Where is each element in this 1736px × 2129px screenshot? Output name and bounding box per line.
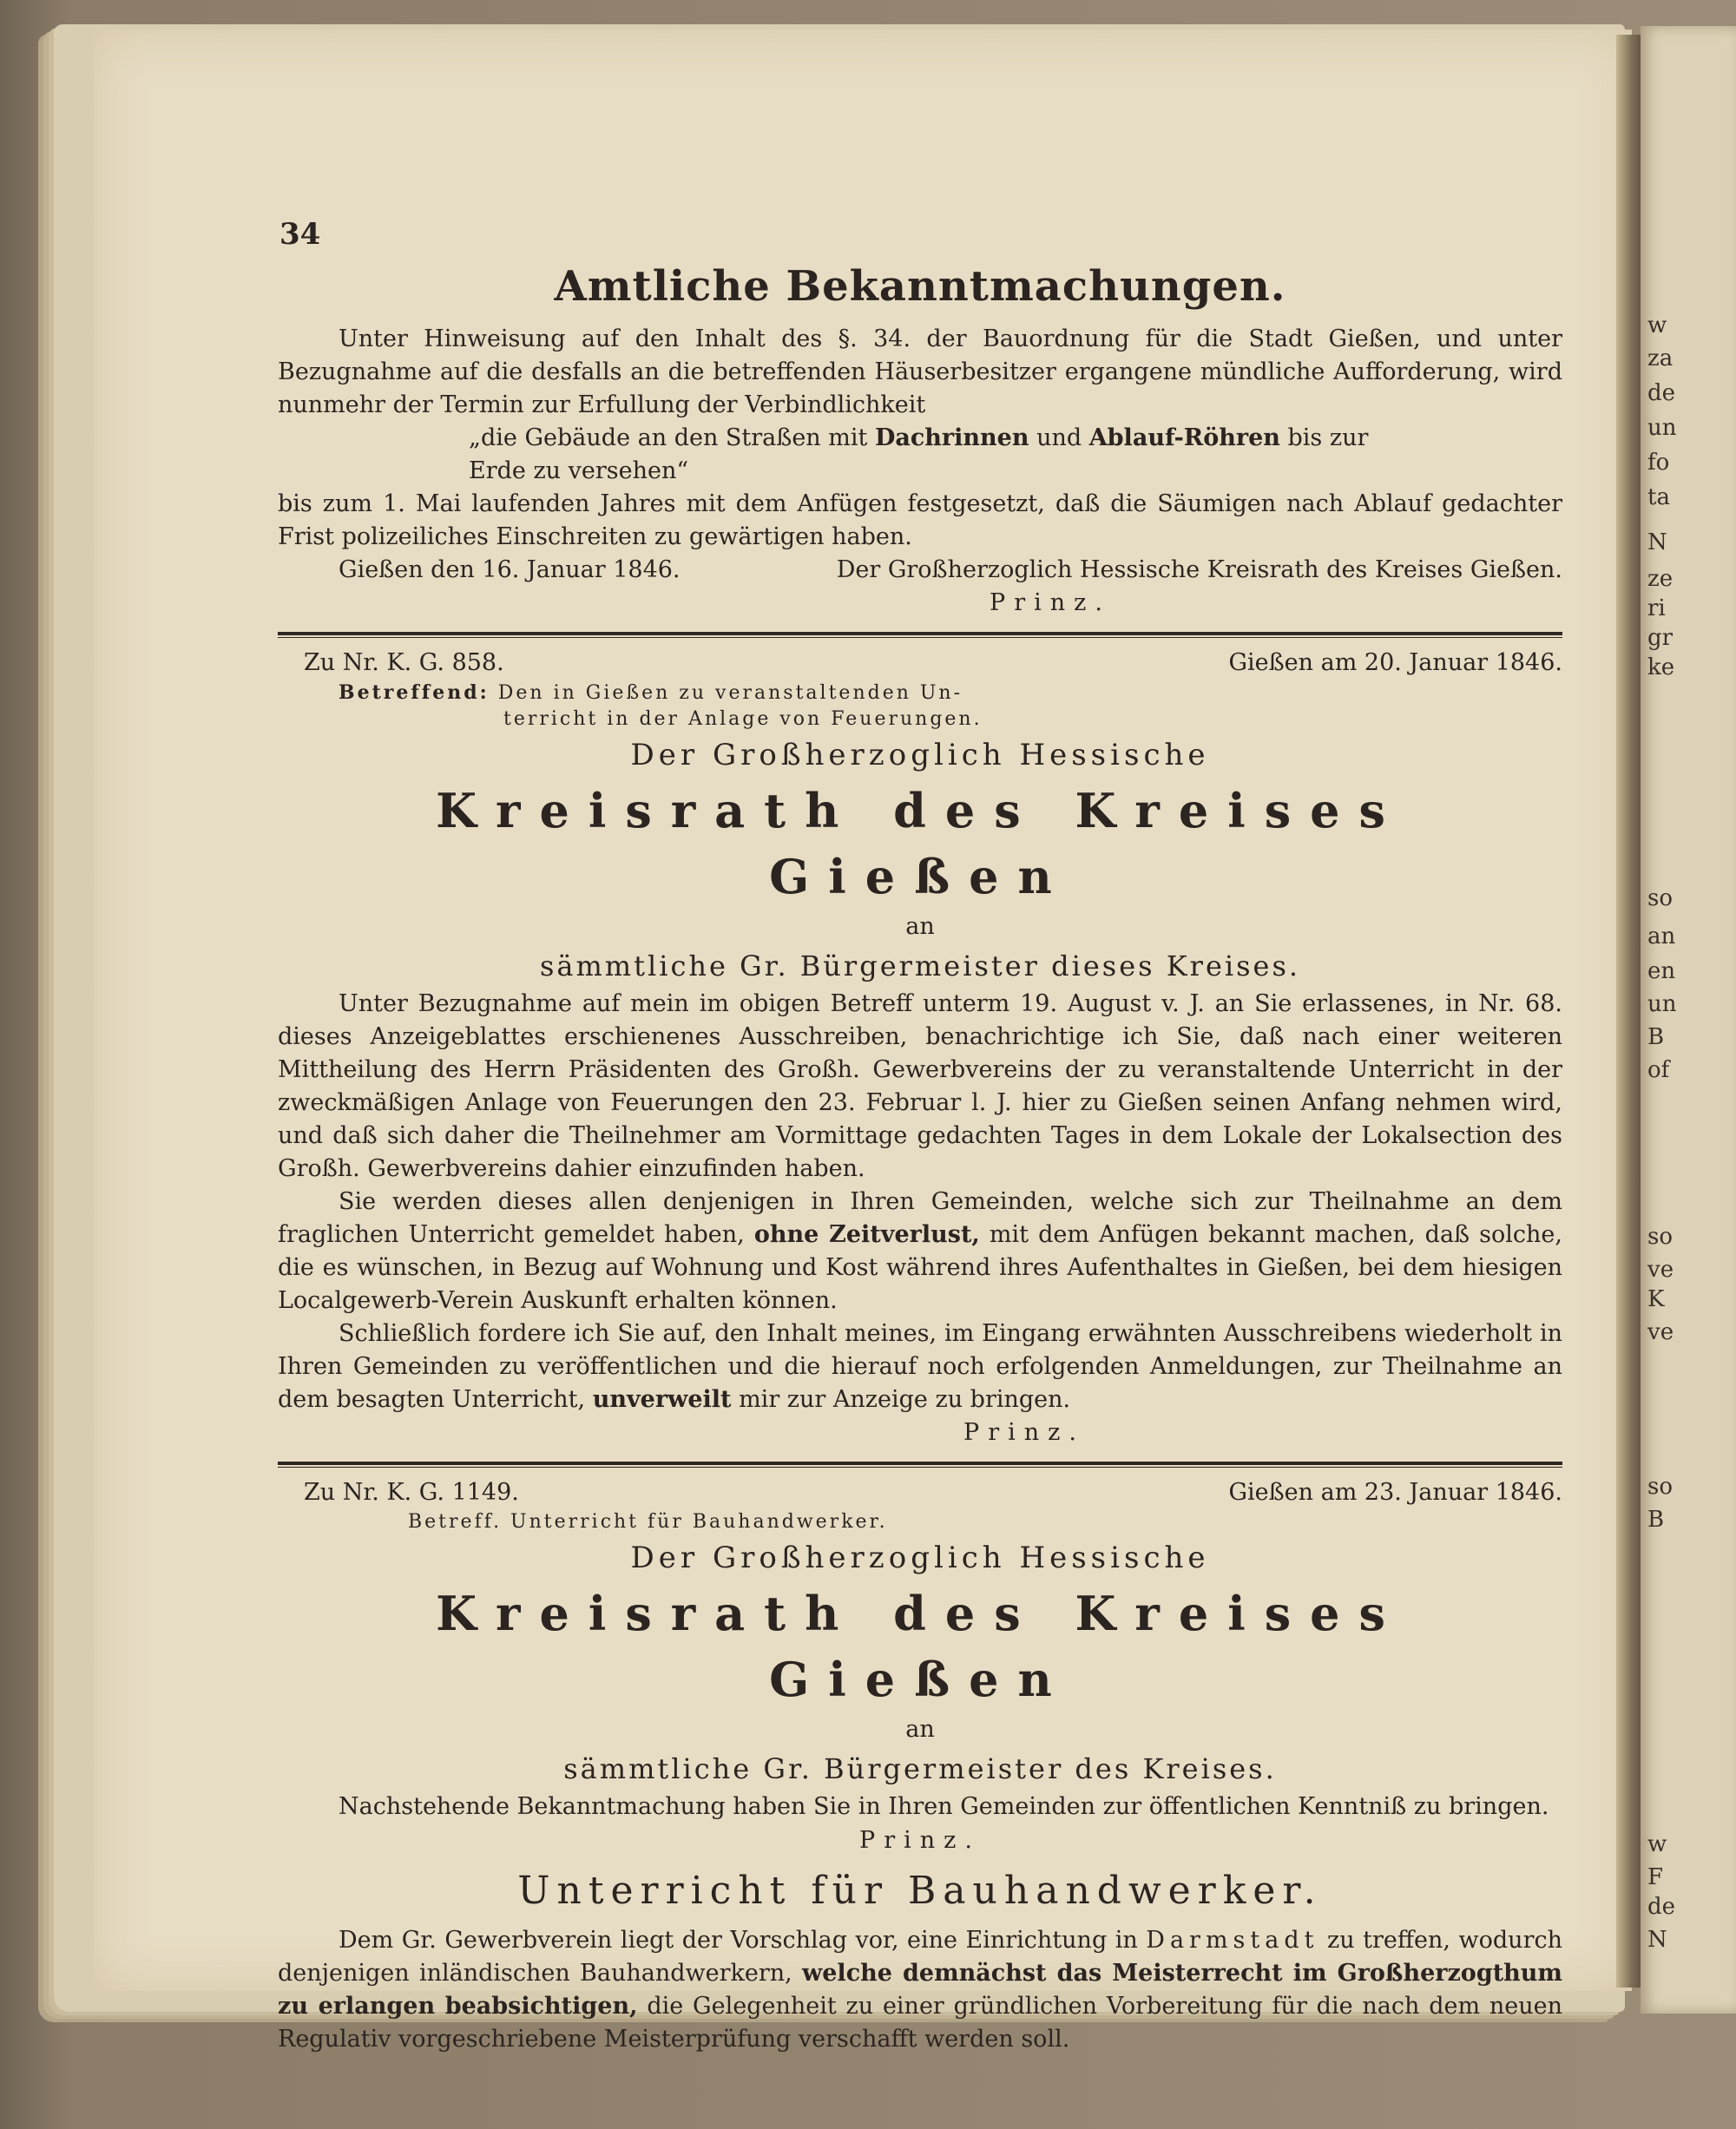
quote-line-2: Erde zu versehen“ (469, 457, 689, 484)
quote-end: bis zur (1287, 424, 1369, 451)
notice-2-date: Gießen am 20. Januar 1846. (1228, 649, 1562, 676)
next-page-fragment: so (1647, 1474, 1673, 1500)
next-page-fragment: N (1647, 529, 1667, 555)
notice-2-paragraph-1: Unter Bezugnahme auf mein im obigen Betreff unterm 19. August v. J. an Sie erlassenes, in Nr. 68. dieses Anzeigeblattes erschienenes Ausschreiben, benachrichtige ich Sie, daß nach einer weiteren Mittheilung des Herrn Präsidenten des Großh. Gewerbvereins der zu veranstaltende Unterricht in der zweckmäßigen Anlage von Feuerungen den 23. Februar l. J. hier zu Gießen seinen Anfang nehmen wird, und daß sich daher die Theilnehmer am Vormittage gedachten Tages in dem Lokale der Lokalsection des Großh. Gewerbvereins dahier einzufinden haben. (278, 990, 1562, 1182)
notice-2-signature: Prinz. (963, 1419, 1085, 1446)
next-page-fragment: so (1647, 1224, 1673, 1250)
next-page-fragment: K (1647, 1286, 1665, 1312)
next-page-fragment: ze (1647, 566, 1674, 592)
notice-3-paragraph-2 (278, 1924, 1562, 2056)
notice-2-paragraph-3 (278, 1317, 1562, 1416)
notice-2-paragraph-2 (278, 1186, 1562, 1317)
notice-1-paragraph-2: bis zum 1. Mai laufenden Jahres mit dem Anfügen festgesetzt, daß die Säumigen nach Ablauf gedachter Frist polizeiliches Einschreiten zu gewärtigen haben. (278, 490, 1562, 550)
p2-text-a: Sie werden dieses allen denjenigen in Ihren Gemeinden, welche sich zur Theilnahme an dem fraglichen Unterricht gemeldet haben, (278, 1188, 1562, 1248)
quote-ablauf-roehren: Ablauf-Röhren (1088, 424, 1280, 451)
notice-3-reference: Zu Nr. K. G. 1149. (304, 1479, 519, 1506)
p3-text-a: Schließlich fordere ich Sie auf, den Inhalt meines, im Eingang erwähnten Ausschreibens wiederholt in Ihren Gemeinden zu veröffentlichen und die hierauf noch erfolgenden Anmeldungen, zur Theilnahme an dem besagten Unterricht, (278, 1320, 1562, 1413)
next-page-fragment: un (1647, 415, 1677, 441)
page-content (278, 208, 1562, 2056)
notice-1-footer (278, 554, 1562, 587)
notice-3-signature: Prinz. (859, 1827, 981, 1854)
notice-2-header-3: an (905, 913, 935, 940)
notice-3-date: Gießen am 23. Januar 1846. (1228, 1479, 1562, 1506)
p3-bold-unverweilt: unverweilt (592, 1386, 732, 1413)
p3-text-b: mir zur Anzeige zu bringen. (739, 1386, 1071, 1413)
p2-text-b: mit dem Anfügen bekannt machen, daß solche, die es wünschen, in Bezug auf Wohnung und Kost während ihres Aufenthaltes in Gießen, bei dem hiesigen Localgewerb-Verein Auskunft erhalten können. (278, 1221, 1562, 1314)
next-page-fragment: B (1647, 1024, 1665, 1050)
notice-3-betreff: Betreff. Unterricht für Bauhandwerker. (408, 1511, 888, 1533)
next-page-fragment: fo (1647, 450, 1670, 476)
next-page-fragment: za (1647, 345, 1674, 371)
divider-rule-1 (278, 632, 1562, 638)
notice-3-header-2: Kreisrath des Kreises Gießen (436, 1586, 1404, 1707)
betreff-label: Betreffend: (339, 681, 490, 704)
next-page-fragment: un (1647, 991, 1677, 1017)
n3-p2-bold: welche demnächst das Meisterrecht im Großherzogthum zu erlangen beabsichtigen, (278, 1960, 1562, 2020)
notice-2-header-4: sämmtliche Gr. Bürgermeister dieses Kreises. (539, 950, 1301, 982)
n3-p2-text-b: zu treffen, wodurch denjenigen inländischen Bauhandwerkern, (278, 1927, 1562, 1987)
notice-3-header-1: Der Großherzoglich Hessische (630, 1541, 1210, 1575)
next-page-fragment: en (1647, 958, 1676, 984)
notice-2-betreff (339, 680, 1562, 733)
notice-1-quote (278, 422, 1562, 488)
p2-bold-ohne-zeitverlust: ohne Zeitverlust, (753, 1221, 980, 1248)
next-page-fragment: an (1647, 923, 1676, 950)
notice-3-paragraph-1: Nachstehende Bekanntmachung haben Sie in Ihren Gemeinden zur öffentlichen Kenntniß zu bringen. (339, 1793, 1549, 1820)
n3-p2-text-c: die Gelegenheit zu einer gründlichen Vorbereitung für die nach dem neuen Regulativ vorgeschriebene Meisterprüfung verschafft werden soll. (278, 1993, 1562, 2053)
page-title: Amtliche Bekanntmachungen. (554, 262, 1286, 311)
betreff-text-1: Den in Gießen zu veranstaltenden Un- (497, 682, 963, 704)
next-page-fragment: de (1647, 1894, 1676, 1920)
notice-1-authority: Der Großherzoglich Hessische Kreisrath des Kreises Gießen. (836, 556, 1562, 583)
next-page-fragment: ri (1647, 595, 1666, 621)
n3-p2-text-a: Dem Gr. Gewerbverein liegt der Vorschlag vor, eine Einrichtung in (339, 1927, 1138, 1954)
quote-dachrinnen: Dachrinnen (874, 424, 1029, 451)
notice-2-ref-row (278, 647, 1562, 680)
next-page-fragment: F (1647, 1864, 1664, 1890)
quote-und: und (1036, 424, 1082, 451)
betreff-text-2: terricht in der Anlage von Feuerungen. (503, 708, 983, 730)
notice-1-place-date: Gießen den 16. Januar 1846. (339, 556, 681, 583)
n3-p2-darmstadt: Darmstadt (1146, 1927, 1319, 1954)
notice-3 (278, 1476, 1562, 2056)
quote-text: „die Gebäude an den Straßen mit (469, 424, 868, 451)
divider-rule-2 (278, 1462, 1562, 1468)
next-page-edge (1641, 26, 1736, 2014)
notice-3-header-4: sämmtliche Gr. Bürgermeister des Kreises. (563, 1752, 1277, 1785)
next-page-fragment: ke (1647, 654, 1675, 680)
notice-1-signature: Prinz. (990, 589, 1111, 616)
notice-1-paragraph-1: Unter Hinweisung auf den Inhalt des §. 34. der Bauordnung für die Stadt Gießen, und unter Bezugnahme auf die desfalls an die betreffenden Häuserbesitzer ergangene mündliche Aufforderung, wird nunmehr der Termin zur Erfullung der Verbindlichkeit (278, 325, 1562, 418)
book-gutter (1616, 35, 1642, 1988)
notice-2-header-2: Kreisrath des Kreises Gießen (436, 783, 1404, 904)
next-page-fragment: N (1647, 1927, 1667, 1953)
notice-2-header-1: Der Großherzoglich Hessische (630, 738, 1210, 772)
next-page-fragment: ve (1647, 1257, 1674, 1283)
notice-1 (278, 323, 1562, 620)
notice-2 (278, 647, 1562, 1449)
notice-2-reference: Zu Nr. K. G. 858. (304, 649, 504, 676)
notice-3-heading: Unterricht für Bauhandwerker. (517, 1869, 1323, 1913)
next-page-fragment: of (1647, 1057, 1670, 1083)
next-page-fragment: B (1647, 1507, 1665, 1533)
next-page-fragment: de (1647, 380, 1676, 406)
next-page-fragment: w (1647, 1831, 1667, 1857)
next-page-fragment: w (1647, 312, 1667, 338)
notice-3-header-3: an (905, 1716, 935, 1743)
next-page-fragment: so (1647, 885, 1673, 911)
next-page-fragment: ve (1647, 1319, 1674, 1345)
next-page-fragment: ta (1647, 484, 1670, 510)
notice-3-ref-row (278, 1476, 1562, 1509)
next-page-fragment: gr (1647, 625, 1674, 651)
page-number: 34 (279, 217, 321, 252)
